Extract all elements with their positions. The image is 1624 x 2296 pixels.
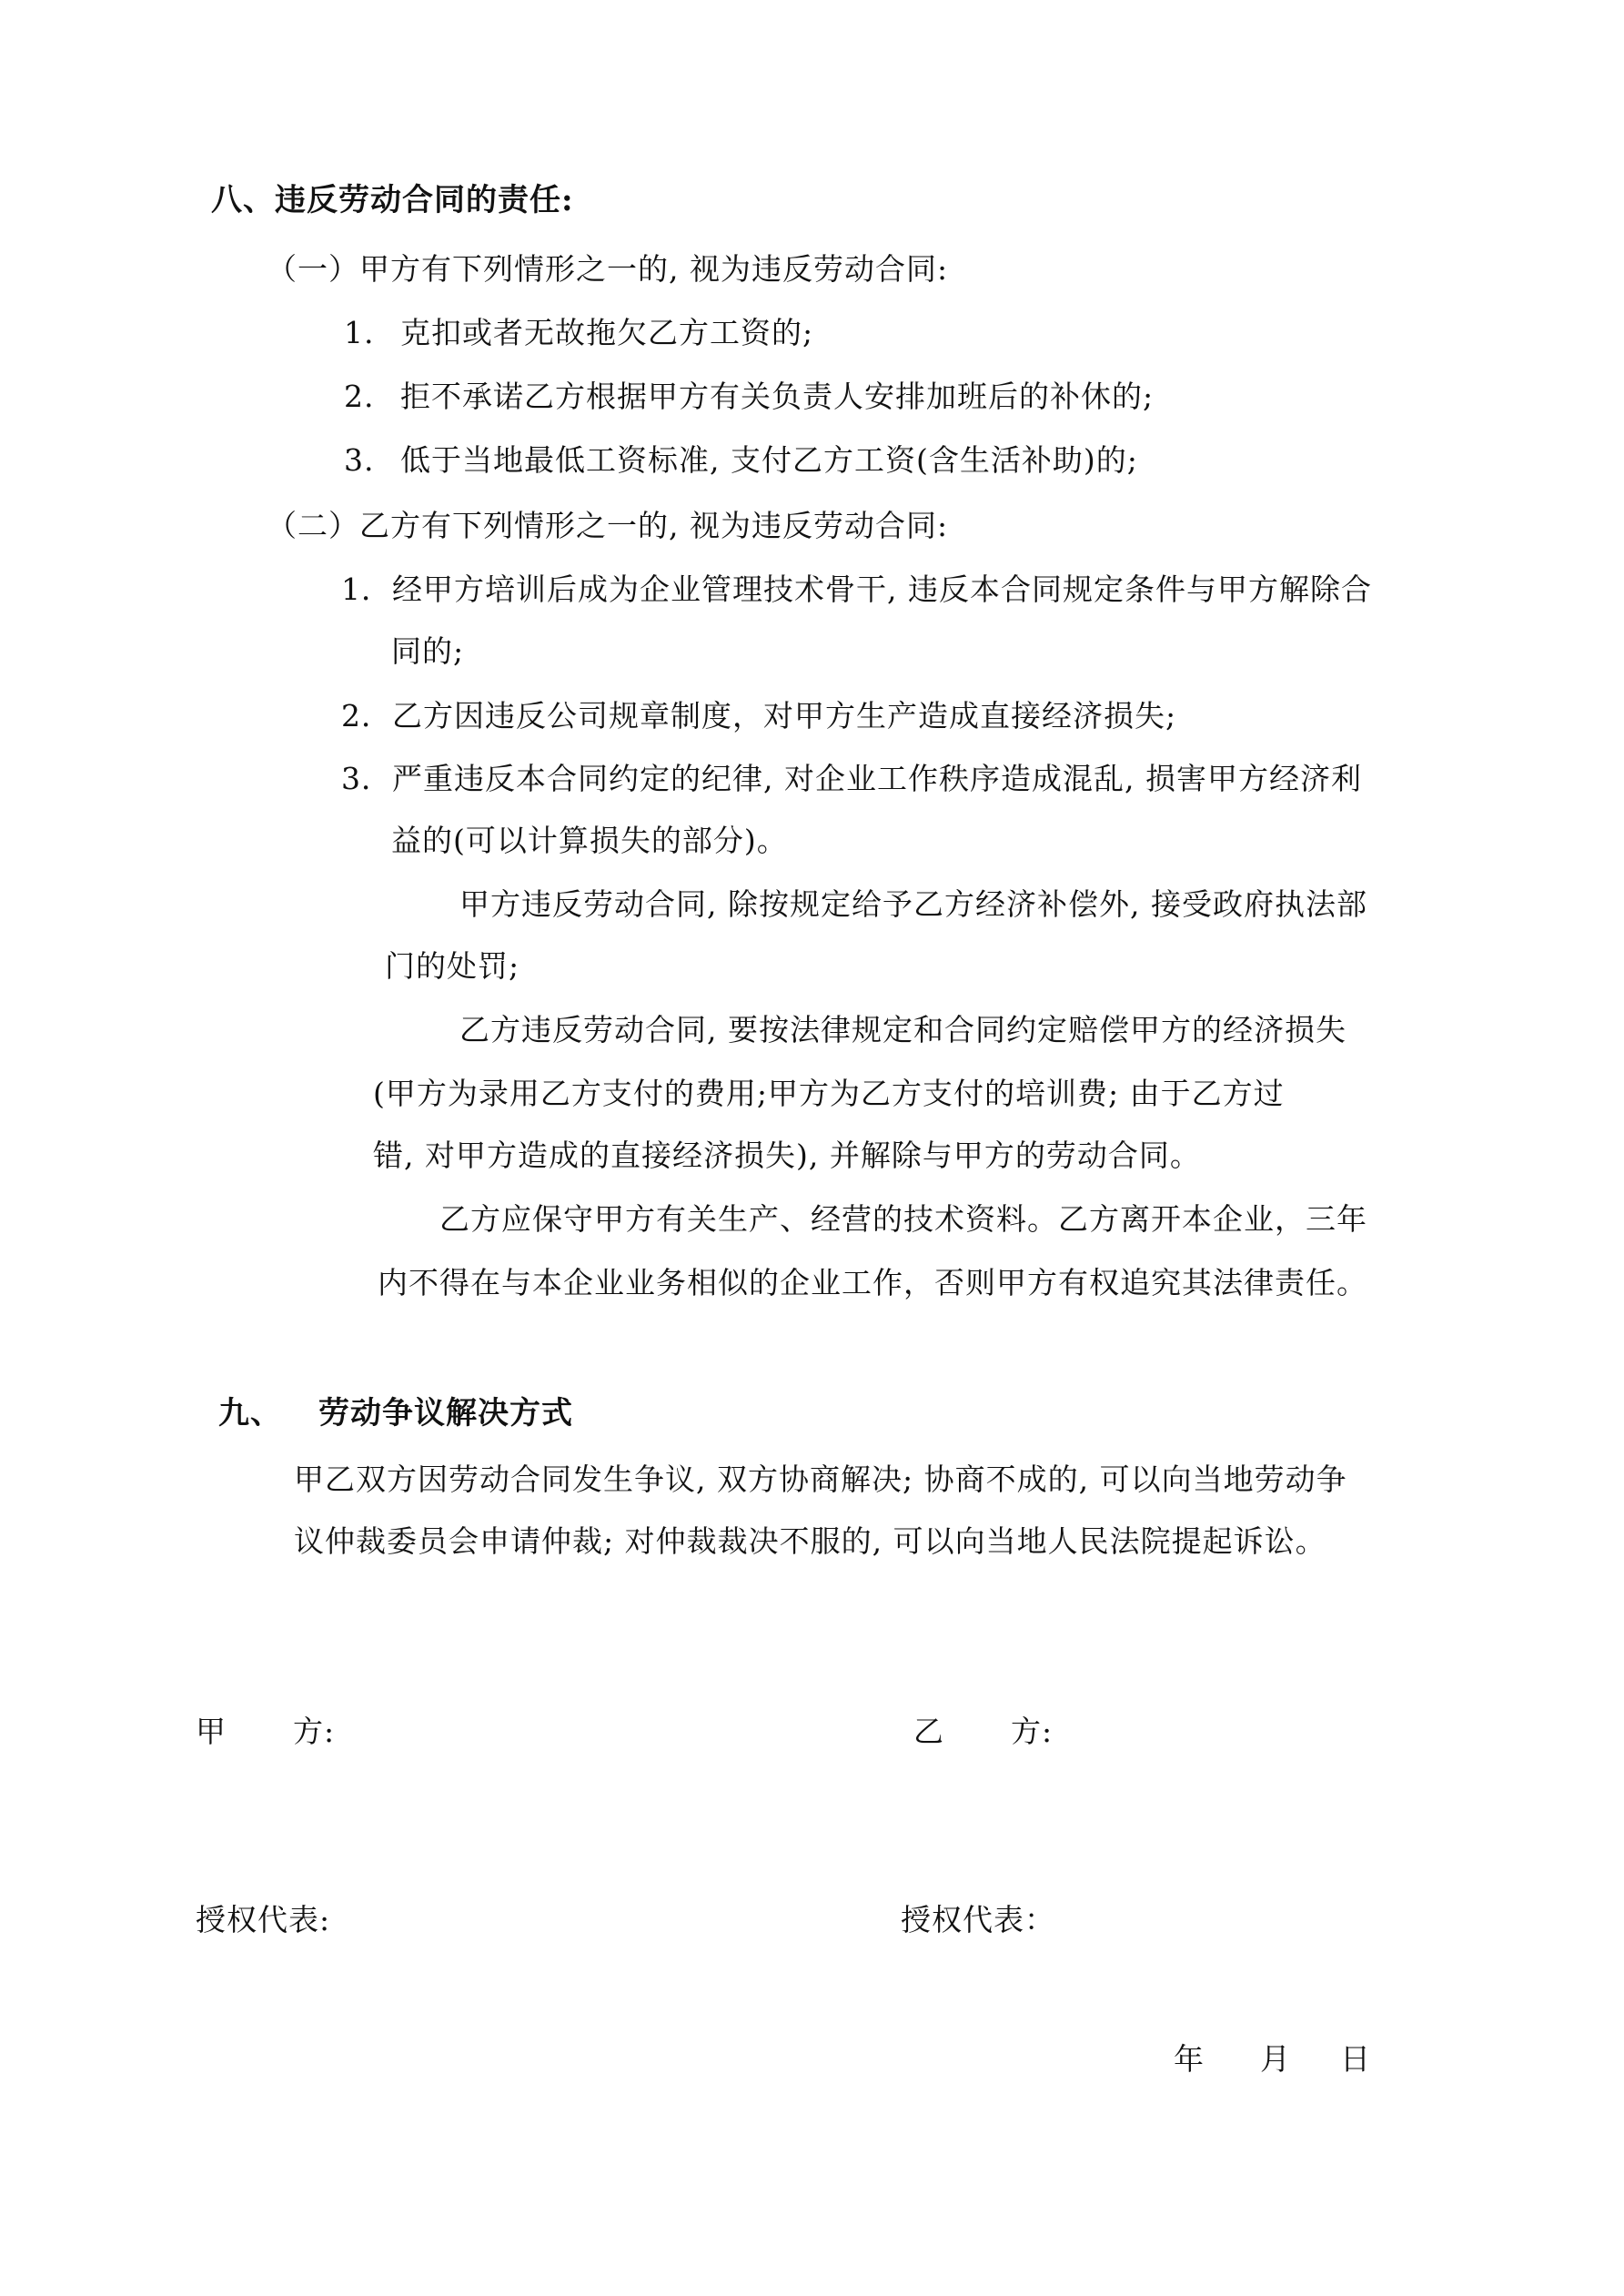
party-b-penalty-line-3: 错, 对甲方造成的直接经济损失), 并解除与甲方的劳动合同。: [373, 1138, 1201, 1173]
party-a-violations-intro: （一）甲方有下列情形之一的, 视为违反劳动合同:: [267, 251, 949, 287]
section-9-title: 劳动争议解决方式: [318, 1395, 573, 1431]
party-b-char: 乙: [913, 1714, 944, 1749]
party-b-label: 方:: [1011, 1714, 1054, 1749]
dispute-resolution-line-2: 议仲裁委员会申请仲裁; 对仲裁裁决不服的, 可以向当地人民法院提起诉讼。: [294, 1523, 1326, 1559]
date-year: 年: [1174, 2041, 1205, 2077]
party-b-item-3-line-2: 益的(可以计算损失的部分)。: [391, 823, 788, 858]
party-b-authorized-representative: 授权代表：: [901, 1902, 1055, 1937]
party-a-item-2-number: 2.: [344, 379, 375, 414]
party-a-item-1-text: 克扣或者无故拖欠乙方工资的;: [400, 315, 814, 350]
section-9-number: 九、: [218, 1395, 282, 1431]
party-a-authorized-representative: 授权代表:: [196, 1902, 331, 1937]
party-a-item-1-number: 1.: [344, 315, 375, 350]
dispute-resolution-line-1: 甲乙双方因劳动合同发生争议, 双方协商解决; 协商不成的, 可以向当地劳动争: [294, 1462, 1347, 1497]
party-b-item-1-line-2: 同的;: [391, 633, 465, 669]
party-a-label: 方:: [293, 1714, 336, 1749]
party-a-char: 甲: [196, 1714, 227, 1749]
date-month: 月: [1260, 2041, 1291, 2077]
party-b-item-1-line-1: 1．经甲方培训后成为企业管理技术骨干, 违反本合同规定条件与甲方解除合: [341, 571, 1372, 607]
date-day: 日: [1340, 2041, 1371, 2077]
party-a-penalty-line-2: 门的处罚;: [385, 948, 520, 984]
party-b-item-3-line-1: 3．严重违反本合同约定的纪律, 对企业工作秩序造成混乱, 损害甲方经济利: [341, 761, 1362, 796]
party-a-penalty-line-1: 甲方违反劳动合同, 除按规定给予乙方经济补偿外, 接受政府执法部: [459, 886, 1367, 922]
party-b-penalty-line-1: 乙方违反劳动合同, 要按法律规定和合同约定赔偿甲方的经济损失: [459, 1012, 1347, 1047]
section-8-heading: 八、违反劳动合同的责任:: [211, 182, 574, 218]
party-a-item-2-text: 拒不承诺乙方根据甲方有关负责人安排加班后的补休的;: [400, 379, 1155, 414]
party-b-item-2: 2．乙方因违反公司规章制度，对甲方生产造成直接经济损失;: [341, 698, 1177, 733]
party-a-item-3-text: 低于当地最低工资标准, 支付乙方工资(含生活补助)的;: [400, 442, 1138, 478]
confidentiality-line-1: 乙方应保守甲方有关生产、经营的技术资料。乙方离开本企业，三年: [439, 1201, 1367, 1237]
party-b-violations-intro: （二）乙方有下列情形之一的, 视为违反劳动合同:: [267, 508, 949, 543]
confidentiality-line-2: 内不得在与本企业业务相似的企业工作，否则甲方有权追究其法律责任。: [378, 1265, 1367, 1300]
party-a-item-3-number: 3.: [344, 442, 375, 478]
party-b-penalty-line-2: (甲方为录用乙方支付的费用;甲方为乙方支付的培训费; 由于乙方过: [373, 1076, 1285, 1111]
